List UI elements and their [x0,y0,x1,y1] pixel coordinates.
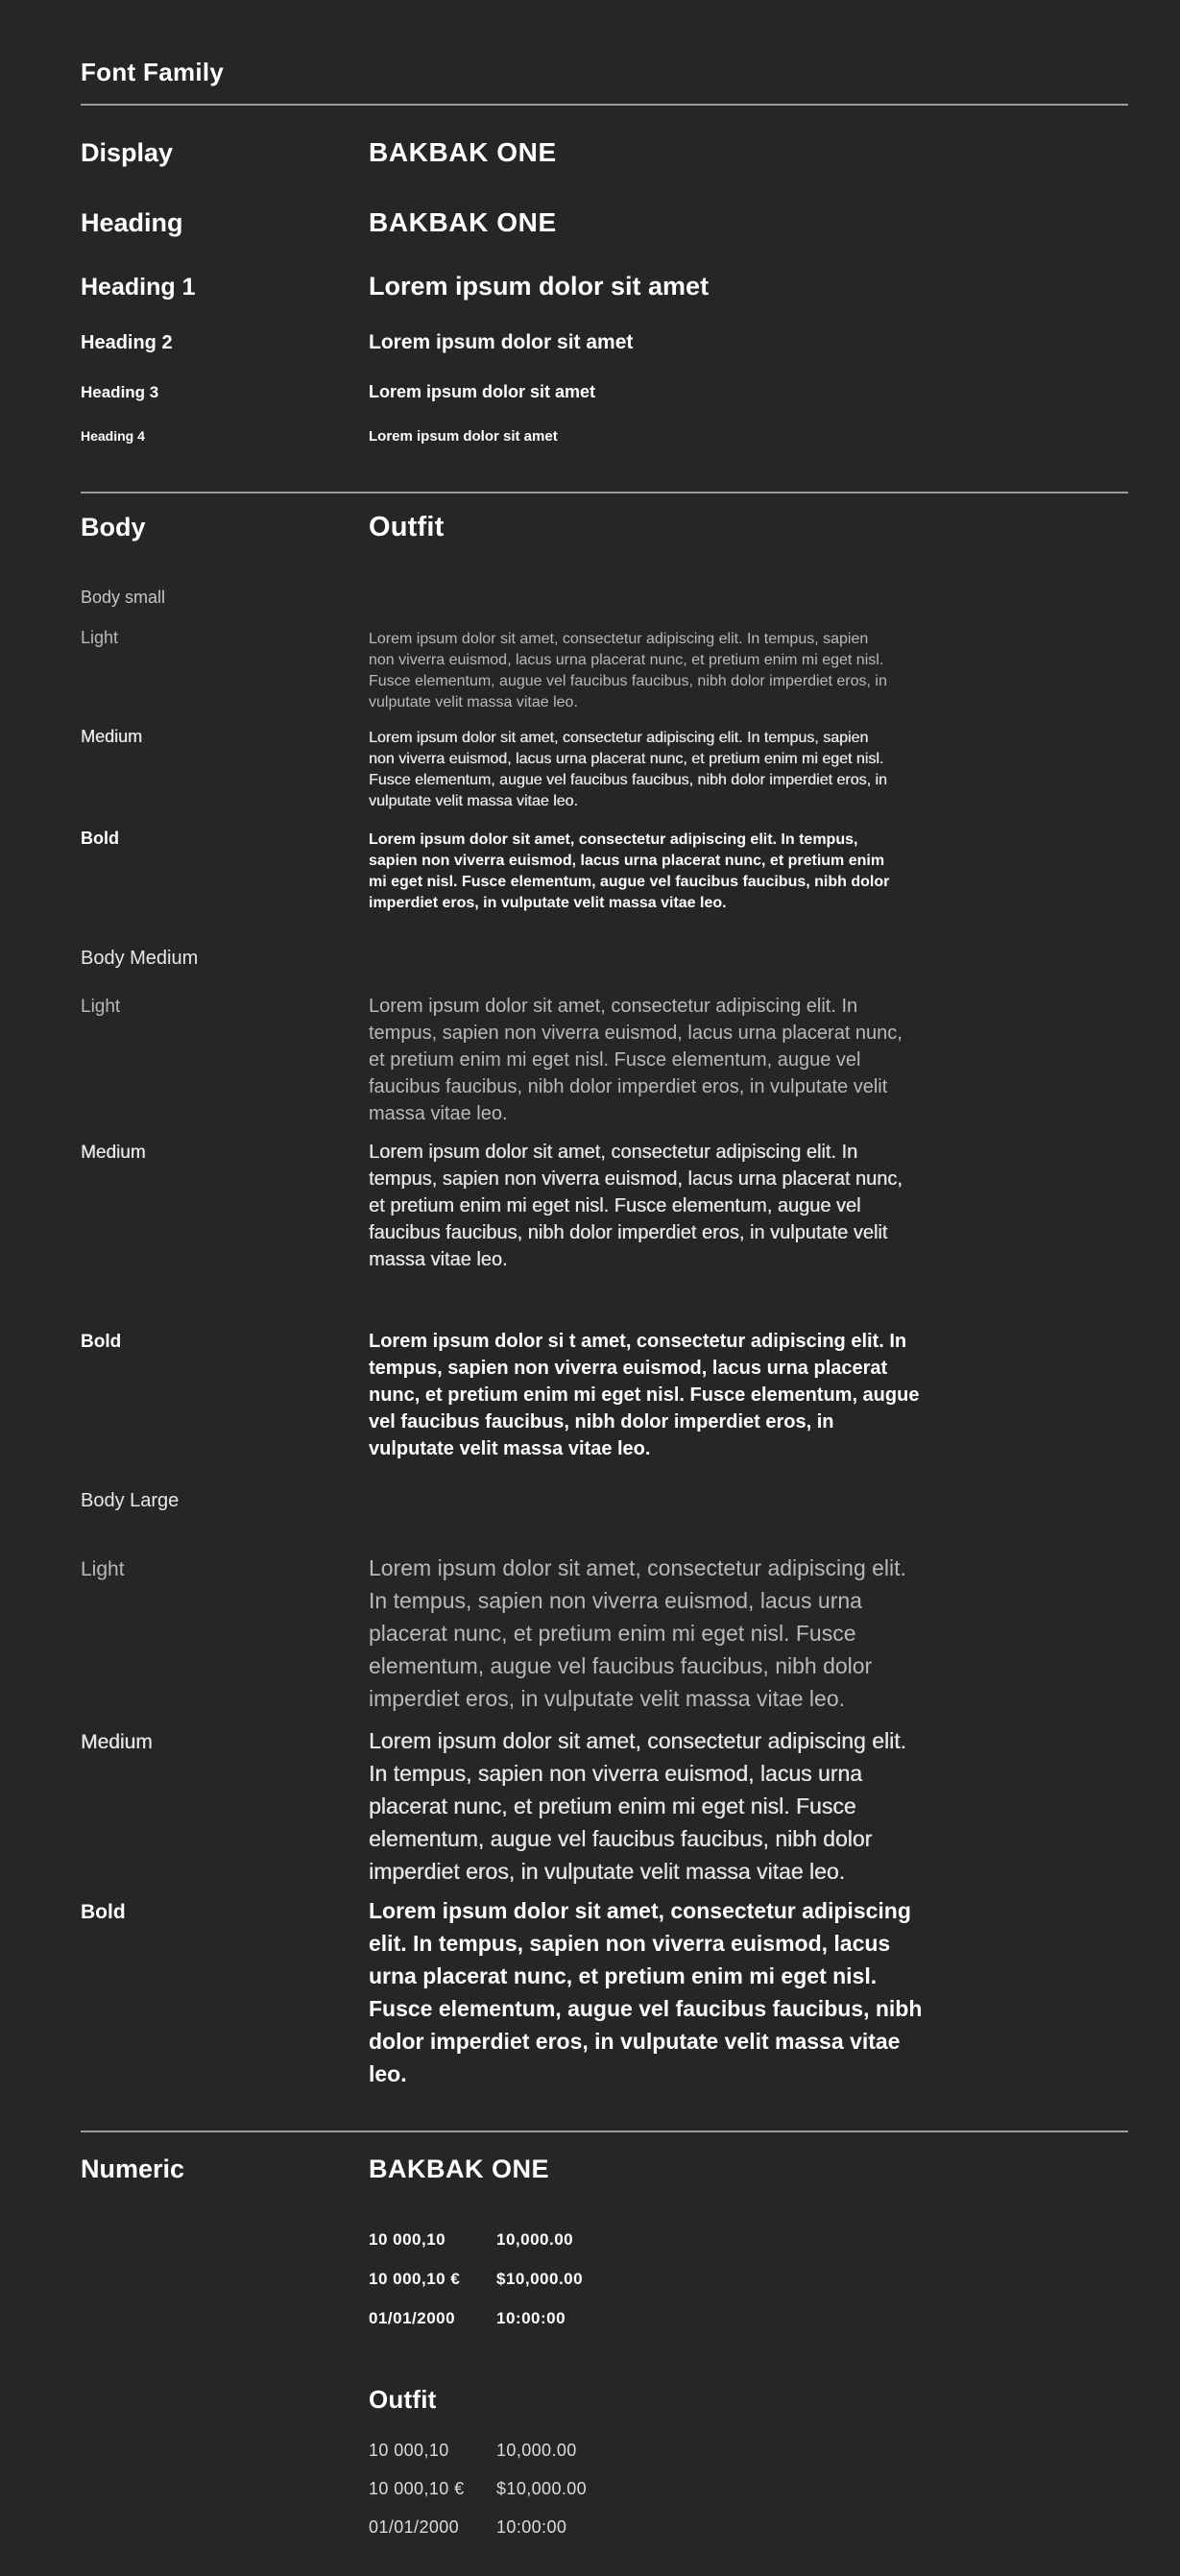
body-small-subheading: Body small [81,588,166,607]
numeric-section-header [81,2155,1128,2184]
body-medium-subheading: Body Medium [81,948,199,969]
numeric-outfit-currency-eur: 10 000,10 € [369,2479,465,2498]
body-medium-bold-paragraph: Lorem ipsum dolor si t amet, consectetur adipiscing elit. In tempus, sapien non viverra euismod, lacus urna placerat nunc, et pretium enim mi eget nisl. Fusce elementum, augue vel faucibus faucibus, nibh dolor imperdiet eros, in vulputate velit massa vitae leo. [369,1331,920,1459]
body-small-bold-row [81,829,1128,914]
body-medium-bold-label: Bold [81,1332,122,1352]
numeric-bakbak-decimal-us: 10,000.00 [496,2230,574,2249]
body-small-medium-paragraph: Lorem ipsum dolor sit amet, consectetur adipiscing elit. In tempus, sapien non viverra euismod, lacus urna placerat nunc, et pretium enim mi eget nisl. Fusce elementum, augue vel faucibus faucibus, nibh dolor imperdiet eros, in vulputate velit massa vitae leo. [369,730,887,809]
numeric-bakbak-currency-usd: $10,000.00 [496,2270,584,2288]
numeric-outfit-row-datetime [81,2517,1128,2538]
body-medium-medium-paragraph: Lorem ipsum dolor sit amet, consectetur adipiscing elit. In tempus, sapien non viverra euismod, lacus urna placerat nunc, et pretium enim mi eget nisl. Fusce elementum, augue vel faucibus faucibus, nibh dolor imperdiet eros, in vulputate velit massa vitae leo. [369,1142,903,1270]
body-large-light-paragraph: Lorem ipsum dolor sit amet, consectetur adipiscing elit. In tempus, sapien non viverra euismod, lacus urna placerat nunc, et pretium enim mi eget nisl. Fusce elementum, augue vel faucibus faucibus, nibh dolor imperdiet eros, in vulputate velit massa vitae leo. [369,1555,906,1711]
numeric-bakbak-family-name: BAKBAK ONE [369,2155,550,2183]
row-heading-2-sample: Lorem ipsum dolor sit amet [369,331,634,353]
numeric-bakbak-row-currency [81,2270,1128,2289]
numeric-outfit-decimal-eu: 10 000,10 [369,2441,449,2460]
row-display [81,137,1128,168]
body-section-label: Body [81,513,146,542]
numeric-outfit-date: 01/01/2000 [369,2517,460,2537]
divider-numeric [81,2131,1128,2132]
body-small-bold-label: Bold [81,829,119,848]
numeric-outfit-family-name: Outfit [369,2385,437,2414]
row-heading-1-label: Heading 1 [81,274,196,301]
numeric-bakbak-row-datetime [81,2309,1128,2328]
body-section-header [81,512,1128,543]
row-heading-4-sample: Lorem ipsum dolor sit amet [369,428,558,445]
row-display-label: Display [81,138,174,167]
body-small-light-paragraph: Lorem ipsum dolor sit amet, consectetur adipiscing elit. In tempus, sapien non viverra euismod, lacus urna placerat nunc, et pretium enim mi eget nisl. Fusce elementum, augue vel faucibus faucibus, nibh dolor imperdiet eros, in vulputate velit massa vitae leo. [369,631,887,710]
body-small-bold-paragraph: Lorem ipsum dolor sit amet, consectetur adipiscing elit. In tempus, sapien non viverra euismod, lacus urna placerat nunc, et pretium enim mi eget nisl. Fusce elementum, augue vel faucibus faucibus, nibh dolor imperdiet eros, in vulputate velit massa vitae leo. [369,831,890,911]
numeric-outfit-time: 10:00:00 [496,2517,567,2537]
body-large-bold-paragraph: Lorem ipsum dolor sit amet, consectetur adipiscing elit. In tempus, sapien non viverra euismod, lacus urna placerat nunc, et pretium enim mi eget nisl. Fusce elementum, augue vel faucibus faucibus, nibh dolor imperdiet eros, in vulputate velit massa vitae leo. [369,1898,923,2086]
body-large-medium-label: Medium [81,1731,153,1753]
row-heading-4-label: Heading 4 [81,428,145,444]
page-title: Font Family [81,58,225,86]
body-large-light-label: Light [81,1558,125,1580]
row-heading-1-sample: Lorem ipsum dolor sit amet [369,272,710,301]
body-small-medium-row [81,727,1128,812]
row-display-sample: BAKBAK ONE [369,137,557,167]
numeric-bakbak-time: 10:00:00 [496,2309,566,2327]
numeric-bakbak-row-decimal [81,2230,1128,2250]
numeric-section-label: Numeric [81,2155,185,2183]
body-small-light-row [81,628,1128,713]
body-large-subheading: Body Large [81,1490,180,1511]
body-large-bold-row [81,1894,1128,2090]
numeric-outfit-currency-usd: $10,000.00 [496,2479,588,2498]
body-small-medium-label: Medium [81,727,143,746]
body-large-medium-paragraph: Lorem ipsum dolor sit amet, consectetur adipiscing elit. In tempus, sapien non viverra euismod, lacus urna placerat nunc, et pretium enim mi eget nisl. Fusce elementum, augue vel faucibus faucibus, nibh dolor imperdiet eros, in vulputate velit massa vitae leo. [369,1728,906,1884]
body-medium-light-paragraph: Lorem ipsum dolor sit amet, consectetur adipiscing elit. In tempus, sapien non viverra euismod, lacus urna placerat nunc, et pretium enim mi eget nisl. Fusce elementum, augue vel faucibus faucibus, nibh dolor imperdiet eros, in vulputate velit massa vitae leo. [369,996,903,1124]
row-heading-2-label: Heading 2 [81,332,173,353]
row-heading-1 [81,272,1128,301]
body-large-bold-label: Bold [81,1901,126,1923]
numeric-bakbak-date: 01/01/2000 [369,2309,456,2327]
numeric-outfit-header [81,2385,1128,2415]
row-heading-sample: BAKBAK ONE [369,207,557,237]
row-heading-4 [81,428,1128,445]
body-medium-medium-label: Medium [81,1143,146,1163]
numeric-bakbak-decimal-eu: 10 000,10 [369,2230,446,2249]
numeric-bakbak-currency-eur: 10 000,10 € [369,2270,461,2288]
row-heading-3-label: Heading 3 [81,383,159,401]
body-medium-light-row [81,993,1128,1127]
divider-top [81,104,1128,106]
numeric-outfit-decimal-us: 10,000.00 [496,2441,577,2460]
body-medium-light-label: Light [81,997,121,1017]
row-heading-3 [81,382,1128,402]
body-medium-medium-row [81,1139,1128,1273]
row-heading [81,207,1128,238]
row-heading-2 [81,331,1128,354]
body-large-light-row [81,1552,1128,1715]
body-large-medium-row [81,1724,1128,1888]
row-heading-3-sample: Lorem ipsum dolor sit amet [369,382,596,401]
numeric-outfit-row-currency [81,2479,1128,2499]
divider-body [81,492,1128,494]
body-small-light-label: Light [81,628,119,647]
body-font-family-name: Outfit [369,512,445,542]
body-medium-bold-row [81,1328,1128,1462]
row-heading-label: Heading [81,208,183,237]
